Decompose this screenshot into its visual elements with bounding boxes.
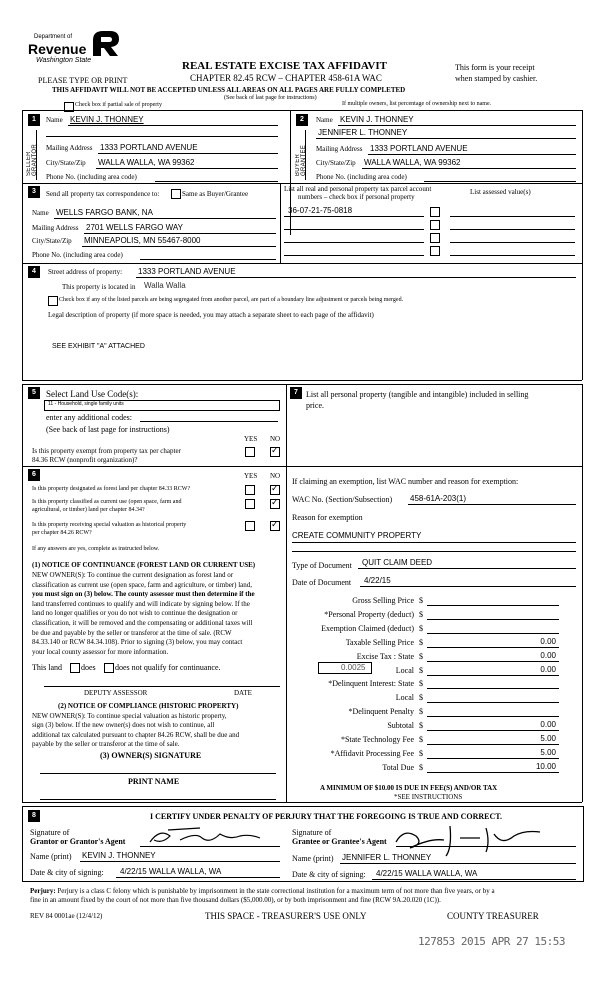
correspondence-label: Send all property tax correspondence to: [46,190,160,198]
dollar-sign: $ [419,763,423,772]
parcel-personal-checkbox-2[interactable] [430,220,440,230]
print-name-label: PRINT NAME [128,777,180,786]
tax-row-label: Total Due [382,763,414,772]
land-use-label: Select Land Use Code(s): [46,389,139,399]
yes-label: YES [244,435,258,443]
buyer-city-label: City/State/Zip [316,159,356,167]
wac-number: 458-61A-203(1) [410,494,467,503]
doc-type-label: Type of Document [292,561,352,570]
section-badge: 3 [28,186,40,198]
current-use-question-2: agricultural, or timber) land per chapter 84.34? [32,507,145,513]
if-yes-note: If any answers are yes, complete as instructed below. [32,546,160,552]
buyer-vertical-label: BUYER GRANTEE [295,144,307,176]
corr-mailing-label: Mailing Address [32,224,79,232]
grantee-date-label: Date & city of signing: [292,870,366,879]
tax-row-value: 0.00 [540,720,556,729]
tax-row-value: 0.00 [540,651,556,660]
historic-question-1: Is this property receiving special valuation as historical property [32,522,187,528]
exempt-yes-checkbox[interactable] [245,447,255,457]
section-badge: 1 [28,114,40,126]
buyer-city: WALLA WALLA, WA 99362 [364,158,461,167]
agency-line1: Department of [34,34,73,40]
dollar-sign: $ [419,707,423,716]
grantor-date-city: 4/22/15 WALLA WALLA, WA [120,867,222,876]
dollar-sign: $ [419,693,423,702]
grantee-date-city: 4/22/15 WALLA WALLA, WA [376,869,478,878]
forest-question: Is this property designated as forest land per chapter 84.33 RCW? [32,486,191,492]
located-label: This property is located in [62,283,136,291]
receipt-line2: when stamped by cashier. [455,74,538,83]
grantee-printed-name: JENNIFER L. THONNEY [342,853,432,862]
tax-row-value: 5.00 [540,734,556,743]
does-not-label: does not qualify for continuance. [115,663,221,672]
current-use-yes-checkbox[interactable] [245,499,255,509]
current-use-question-1: Is this property classified as current use (open space, farm and [32,499,182,505]
tax-row-label: Taxable Selling Price [345,638,414,647]
land-use-code: 11 - Household, single family units [48,401,124,407]
parcel-header-1: List all real and personal property tax parcel account [284,185,432,193]
section-badge: 5 [28,387,40,399]
exemption-label: If claiming an exemption, list WAC number and reason for exemption: [292,477,519,486]
personal-property-label-2: price. [306,401,324,410]
yes-label: YES [244,472,258,480]
form-title: REAL ESTATE EXCISE TAX AFFIDAVIT [182,60,387,72]
local-rate-field[interactable] [318,662,372,674]
see-instructions: *SEE INSTRUCTIONS [394,793,463,801]
treasurer-stamp: 127853 2015 APR 27 15:53 [418,935,565,948]
exempt-question-1: Is this property exempt from property tax per chapter [32,447,181,455]
same-as-buyer-label: Same as Buyer/Grantee [182,190,249,198]
dollar-sign: $ [419,679,423,688]
located-in: Walla Walla [144,281,186,290]
current-use-no-checkbox[interactable]: ✓ [271,497,279,507]
additional-codes-label: enter any additional codes: [46,413,132,422]
perjury-line-1: Perjury: Perjury is a class C felony which is punishable by imprisonment in the state correctional institution for a maximum term of not more than five years, or by a [30,887,495,895]
grantor-name-label: Name (print) [30,852,72,861]
historic-yes-checkbox[interactable] [245,521,255,531]
parcel-personal-checkbox-1[interactable] [430,207,440,217]
receipt-line1: This form is your receipt [455,63,535,72]
legal-description: SEE EXHIBIT "A" ATTACHED [52,343,145,350]
parcel-personal-checkbox-4[interactable] [430,246,440,256]
certification-text: I CERTIFY UNDER PENALTY OF PERJURY THAT THE FOREGOING IS TRUE AND CORRECT. [150,812,503,821]
section-badge: 2 [296,114,308,126]
legal-label: Legal description of property (if more space is needed, you may attach a separate sheet to each page of the affidavit) [48,311,374,319]
grantor-sig-label-2: Grantor or Grantor's Agent [30,837,126,846]
tax-row-value: 10.00 [535,762,556,771]
buyer-mailing-label: Mailing Address [316,145,363,153]
agency-line3: Washington State [36,57,92,64]
grantee-sig-label-1: Signature of [292,828,332,837]
dollar-sign: $ [419,735,423,744]
grantee-name-label: Name (print) [292,854,334,863]
seller-mailing: 1333 PORTLAND AVENUE [100,143,198,152]
buyer-name-2: JENNIFER L. THONNEY [318,128,408,137]
tax-row-value: 0.00 [540,665,556,674]
land-use-see-back: (See back of last page for instructions) [46,425,170,434]
dollar-sign: $ [419,721,423,730]
tax-row-label: Subtotal [387,721,414,730]
tax-row-label: Local [395,693,414,702]
buyer-mailing: 1333 PORTLAND AVENUE [370,144,468,153]
forest-no-checkbox[interactable]: ✓ [271,483,279,493]
street-address: 1333 PORTLAND AVENUE [138,267,236,276]
dollar-sign: $ [419,624,423,633]
tax-row-label: *Delinquent Interest: State [328,679,414,688]
county-treasurer-label: COUNTY TREASURER [447,911,539,921]
deputy-date-label: DATE [234,689,252,697]
seller-phone-label: Phone No. (including area code) [46,173,137,181]
tax-row-label: Excise Tax : State [356,652,414,661]
seller-city: WALLA WALLA, WA 99362 [98,158,195,167]
revenue-logo-icon [90,28,122,58]
treasurer-use-label: THIS SPACE - TREASURER'S USE ONLY [205,911,367,921]
buyer-phone-label: Phone No. (including area code) [316,173,407,181]
corr-city: MINNEAPOLIS, MN 55467-8000 [84,236,201,245]
section-badge: 6 [28,469,40,481]
no-label: NO [270,472,281,480]
compliance-title: (2) NOTICE OF COMPLIANCE (HISTORIC PROPERTY) [58,702,239,710]
corr-phone-label: Phone No. (including area code) [32,251,123,259]
reason-label: Reason for exemption [292,513,363,522]
does-label: does [81,663,96,672]
dollar-sign: $ [419,652,423,661]
street-label: Street address of property: [48,268,123,276]
minimum-note: A MINIMUM OF $10.00 IS DUE IN FEE(S) AND/OR TAX [320,784,498,792]
historic-no-checkbox[interactable]: ✓ [271,519,279,529]
historic-question-2: per chapter 84.26 RCW? [32,530,92,536]
tax-row-label: *State Technology Fee [340,735,414,744]
dollar-sign: $ [419,596,423,605]
tax-row-value: 5.00 [540,748,556,757]
dollar-sign: $ [419,666,423,675]
exempt-question-2: 84.36 RCW (nonprofit organization)? [32,456,138,464]
exempt-no-checkbox[interactable]: ✓ [271,445,279,455]
deputy-assessor-label: DEPUTY ASSESSOR [84,689,148,697]
continuance-text: NEW OWNER(S): To continue the current designation as forest land or classification as current use (open space, farm and agriculture, or timber) land, you must sign on (3) below. The county assessor must then determine if the land transferred continues to qualify and will indicate by signing below. If the land no longer qualifies or you do not wish to continue the designation or classification, it will be removed and the compensating or additional taxes will be due and payable by the seller or transferor at the time of sale. (RCW 84.33.140 or RCW 84.34.108). Prior to signing (3) below, you may contact your local county assessor for more information. [32,571,255,656]
segregation-checkbox[interactable] [48,296,58,306]
see-back: (See back of last page for instructions) [224,95,317,101]
buyer-name-1: KEVIN J. THONNEY [340,115,414,124]
partial-sale-label: Check box if partial sale of property [75,102,162,108]
seller-name: KEVIN J. THONNEY [70,115,144,124]
buyer-name-label: Name [316,116,333,124]
seller-city-label: City/State/Zip [46,159,86,167]
grantee-signature-icon [390,818,550,858]
owner-signature-label: (3) OWNER(S) SIGNATURE [100,751,202,760]
grantor-printed-name: KEVIN J. THONNEY [82,851,156,860]
same-as-buyer-checkbox[interactable] [171,189,181,199]
section-badge: 8 [28,810,40,822]
tax-row-label: Local [395,666,414,675]
tax-row-label: Gross Selling Price [352,596,414,605]
tax-row-label: *Affidavit Processing Fee [330,749,414,758]
seller-mailing-label: Mailing Address [46,144,93,152]
section-badge: 7 [290,387,302,399]
dollar-sign: $ [419,638,423,647]
tax-row-label: Exemption Claimed (deduct) [321,624,414,633]
grantor-signature-icon [140,822,270,848]
corr-city-label: City/State/Zip [32,237,72,245]
wac-label: WAC No. (Section/Subsection) [292,495,393,504]
land-use-select[interactable] [44,400,280,411]
form-subtitle: CHAPTER 82.45 RCW – CHAPTER 458-61A WAC [190,73,382,83]
compliance-text: NEW OWNER(S): To continue special valuation as historic property, sign (3) below. If the new owner(s) does not wish to continue, all additional tax calculated pursuant to chapter 84.26 RCW, shall be due and payable by the seller or transferor at the time of sale. [32,712,240,749]
forest-yes-checkbox[interactable] [245,485,255,495]
doc-type: QUIT CLAIM DEED [362,558,433,567]
parcel-header-2: numbers – check box if personal property [298,193,415,201]
grantor-date-label: Date & city of signing: [30,868,104,877]
perjury-line-2: fine in an amount fixed by the court of not more than five thousand dollars ($5,000.00), or by both imprisonment and fine (RCW 9A.20.020 (1C)). [30,896,441,904]
does-qualify-checkbox[interactable] [70,663,80,673]
tax-row-value: 0.00 [540,637,556,646]
continuance-title: (1) NOTICE OF CONTINUANCE (FOREST LAND OR CURRENT USE) [32,561,256,569]
exemption-reason: CREATE COMMUNITY PROPERTY [292,531,422,540]
corr-name-label: Name [32,209,49,217]
agency-name: Revenue [28,41,87,57]
corr-name: WELLS FARGO BANK, NA [56,208,153,217]
please-type: PLEASE TYPE OR PRINT [38,76,128,85]
multiple-owners-note: If multiple owners, list percentage of ownership next to name. [342,101,492,107]
parcel-number: 36-07-21-75-0818 [288,206,353,215]
does-not-qualify-checkbox[interactable] [104,663,114,673]
tax-row-label: *Delinquent Penalty [348,707,414,716]
personal-property-label-1: List all personal property (tangible and intangible) included in selling [306,390,529,399]
seller-name-label: Name [46,116,63,124]
parcel-personal-checkbox-3[interactable] [430,233,440,243]
warning-text: THIS AFFIDAVIT WILL NOT BE ACCEPTED UNLESS ALL AREAS ON ALL PAGES ARE FULLY COMPLETED [52,86,406,94]
grantor-sig-label-1: Signature of [30,828,70,837]
corr-mailing: 2701 WELLS FARGO WAY [86,223,183,232]
tax-row-label: *Personal Property (deduct) [324,610,414,619]
segregation-label: Check box if any of the listed parcels are being segregated from another parcel, are part of a boundary line adjustment or parcels being merged. [59,297,404,303]
seller-vertical-label: SELLER GRANTOR [26,144,38,176]
form-number: REV 84 0001ae (12/4/12) [30,912,103,920]
doc-date: 4/22/15 [364,576,391,585]
assessed-header: List assessed value(s) [470,188,531,196]
no-label: NO [270,435,281,443]
dollar-sign: $ [419,749,423,758]
doc-date-label: Date of Document [292,578,352,587]
section-badge: 4 [28,266,40,278]
grantee-sig-label-2: Grantee or Grantee's Agent [292,837,387,846]
local-rate: 0.0025 [341,663,366,672]
dollar-sign: $ [419,610,423,619]
this-land-label: This land [32,663,62,672]
